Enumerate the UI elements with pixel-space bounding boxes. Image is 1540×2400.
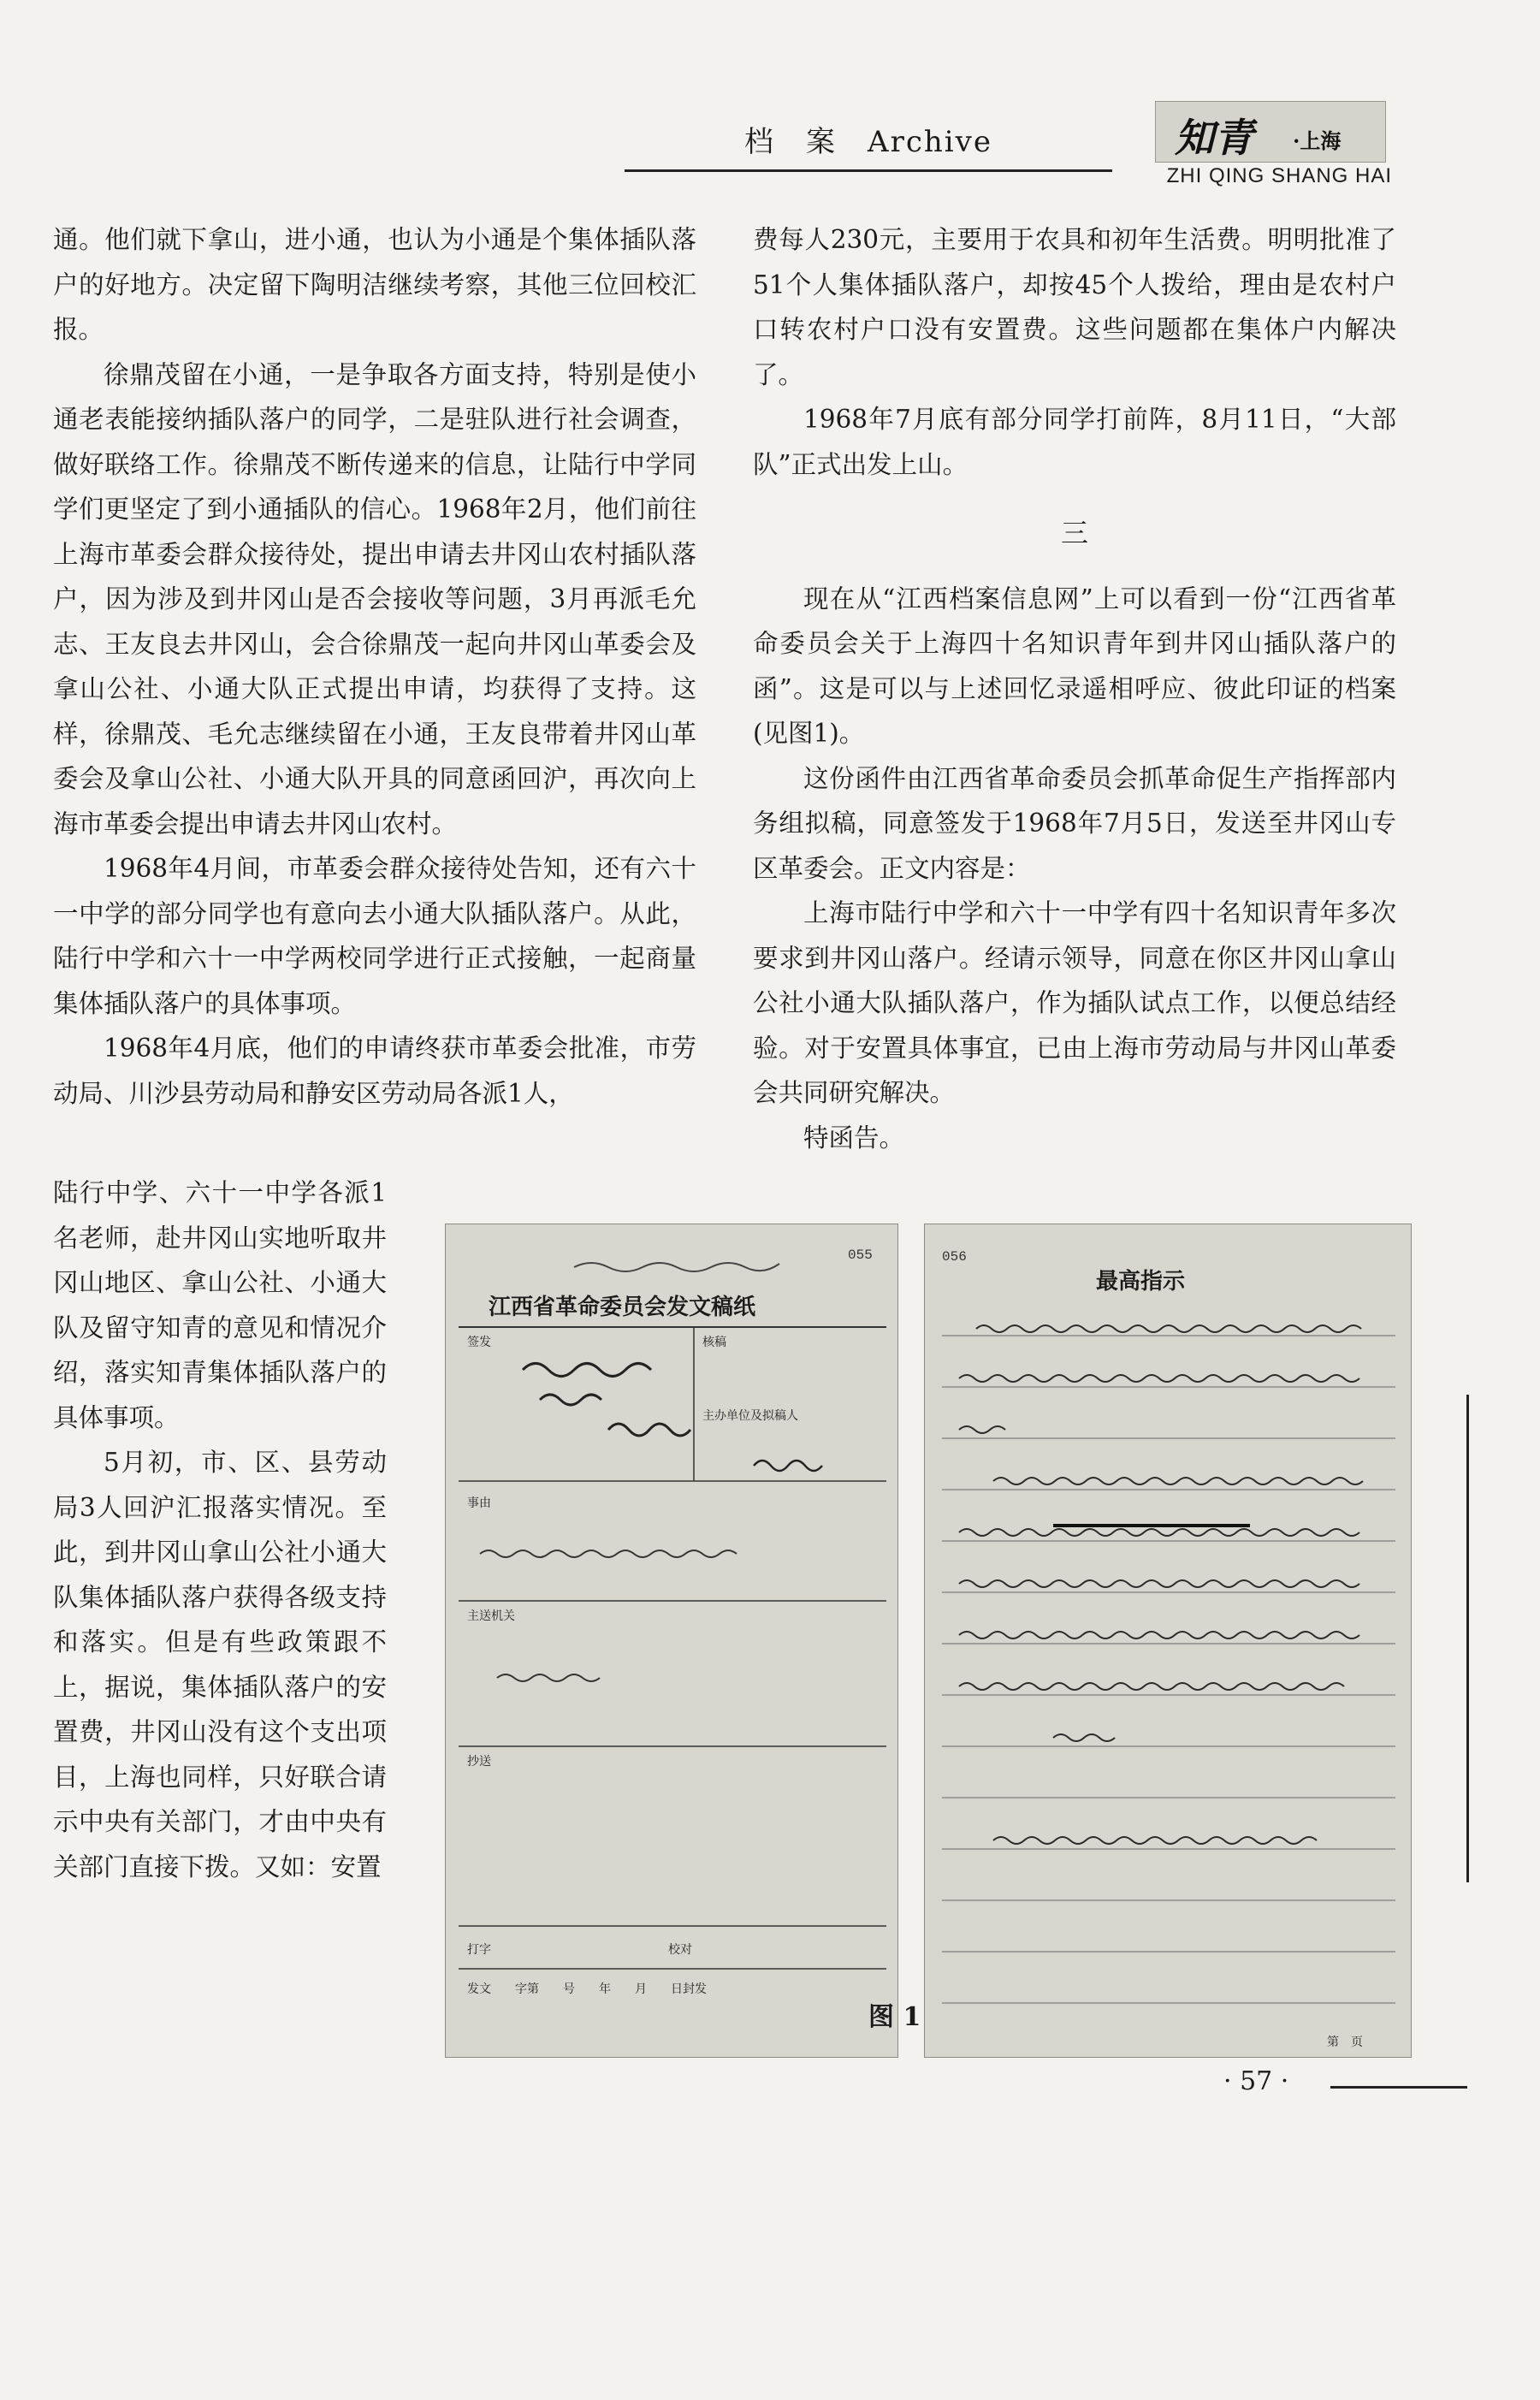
figure-1 bbox=[445, 1224, 1412, 2400]
paragraph: 现在从“江西档案信息网”上可以看到一份“江西省革命委员会关于上海四十名知识青年到井冈山插队落户的函”。这是可以与上述回忆录遥相呼应、彼此印证的档案(见图1)。 bbox=[753, 584, 1396, 748]
field-label: 事由 bbox=[467, 1496, 491, 1510]
header-rule bbox=[625, 169, 1112, 172]
archive-letter-drawing bbox=[925, 1224, 1412, 2058]
logo-chinese: 知青 bbox=[1175, 115, 1253, 161]
field-label: 主办单位及拟稿人 bbox=[702, 1409, 798, 1423]
field-label: 抄送 bbox=[467, 1755, 491, 1769]
doc-number: 056 bbox=[942, 1249, 967, 1265]
field-label: 发文 字第 号 年 月 日封发 bbox=[467, 1982, 707, 1996]
paragraph: 5月初，市、区、县劳动局3人回沪汇报落实情况。至此，到井冈山拿山公社小通大队集体插队落户获得各级支持和落实。但是有些政策跟不上，据说，集体插队落户的安置费，井冈山没有这个支出项目，上海也同样，只好联合请示中央有关部门，才由中央有关部门直接下拨。又如：安置 bbox=[53, 1448, 387, 1881]
header-title: 档 案 Archive bbox=[744, 125, 992, 159]
left-column bbox=[53, 217, 696, 1116]
figure-caption: 图 1 bbox=[868, 2002, 921, 2032]
narrow-column bbox=[53, 1170, 387, 1889]
field-label: 主送机关 bbox=[467, 1609, 515, 1623]
paragraph: 1968年4月底，他们的申请终获市革委会批准，市劳动局、川沙县劳动局和静安区劳动局各派1人， bbox=[53, 1034, 696, 1108]
field-label: 签发 bbox=[467, 1336, 491, 1349]
field-label: 打字 bbox=[467, 1943, 491, 1957]
archive-letter-scan bbox=[924, 1224, 1412, 2058]
logo-sub: ·上海 bbox=[1293, 128, 1342, 153]
archive-form-drawing bbox=[446, 1224, 898, 2058]
logo-english: ZHI QING SHANG HAI bbox=[1166, 164, 1392, 187]
decorative-horizontal-rule bbox=[1330, 2086, 1467, 2089]
decorative-vertical-rule bbox=[1466, 1395, 1469, 1882]
paragraph: 1968年7月底有部分同学打前阵，8月11日，“大部队”正式出发上山。 bbox=[753, 405, 1396, 479]
paragraph: 通。他们就下拿山，进小通，也认为小通是个集体插队落户的好地方。决定留下陶明洁继续考察，其他三位回校汇报。 bbox=[53, 225, 696, 344]
letter-heading: 最高指示 bbox=[1096, 1269, 1186, 1295]
paragraph: 徐鼎茂留在小通，一是争取各方面支持，特别是使小通老表能接纳插队落户的同学，二是驻队进行社会调查，做好联络工作。徐鼎茂不断传递来的信息，让陆行中学同学们更坚定了到小通插队的信心。1968年2月，他们前往上海市革委会群众接待处，提出申请去井冈山农村插队落户，因为涉及到井冈山是否会接收等问题，3月再派毛允志、王友良去井冈山，会合徐鼎茂一起向井冈山革委会及拿山公社、小通大队正式提出申请，均获得了支持。这样，徐鼎茂、毛允志继续留在小通，王友良带着井冈山革委会及拿山公社、小通大队开具的同意函回沪，再次向上海市革委会提出申请去井冈山农村。 bbox=[53, 359, 696, 839]
right-column bbox=[753, 217, 1396, 1160]
archive-form-scan bbox=[445, 1224, 898, 2058]
paragraph: 特函告。 bbox=[803, 1123, 905, 1153]
page-number: · 57 · bbox=[1223, 2066, 1289, 2096]
magazine-logo bbox=[1155, 101, 1386, 163]
page-footer: 第 页 bbox=[1327, 2036, 1363, 2049]
paragraph: 这份函件由江西省革命委员会抓革命促生产指挥部内务组拟稿，同意签发于1968年7月5日，发送至井冈山专区革委会。正文内容是： bbox=[753, 763, 1396, 883]
doc-number: 055 bbox=[848, 1247, 873, 1263]
form-title: 江西省革命委员会发文稿纸 bbox=[489, 1295, 756, 1320]
field-label: 核稿 bbox=[702, 1336, 726, 1349]
paragraph: 费每人230元，主要用于农具和初年生活费。明明批准了51个人集体插队落户，却按45个人拨给，理由是农村户口转农村户口没有安置费。这些问题都在集体户内解决了。 bbox=[753, 225, 1396, 389]
paragraph: 陆行中学、六十一中学各派1名老师，赴井冈山实地听取井冈山地区、拿山公社、小通大队及留守知青的意见和情况介绍，落实知青集体插队落户的具体事项。 bbox=[53, 1178, 387, 1432]
section-heading: 三 bbox=[1060, 517, 1088, 549]
paragraph: 1968年4月间，市革委会群众接待处告知，还有六十一中学的部分同学也有意向去小通大队插队落户。从此，陆行中学和六十一中学两校同学进行正式接触，一起商量集体插队落户的具体事项。 bbox=[53, 854, 696, 1018]
paragraph: 上海市陆行中学和六十一中学有四十名知识青年多次要求到井冈山落户。经请示领导，同意在你区井冈山拿山公社小通大队插队落户，作为插队试点工作，以便总结经验。对于安置具体事宜，已由上海市劳动局与井冈山革委会共同研究解决。 bbox=[753, 898, 1396, 1107]
field-label: 校对 bbox=[668, 1943, 692, 1957]
